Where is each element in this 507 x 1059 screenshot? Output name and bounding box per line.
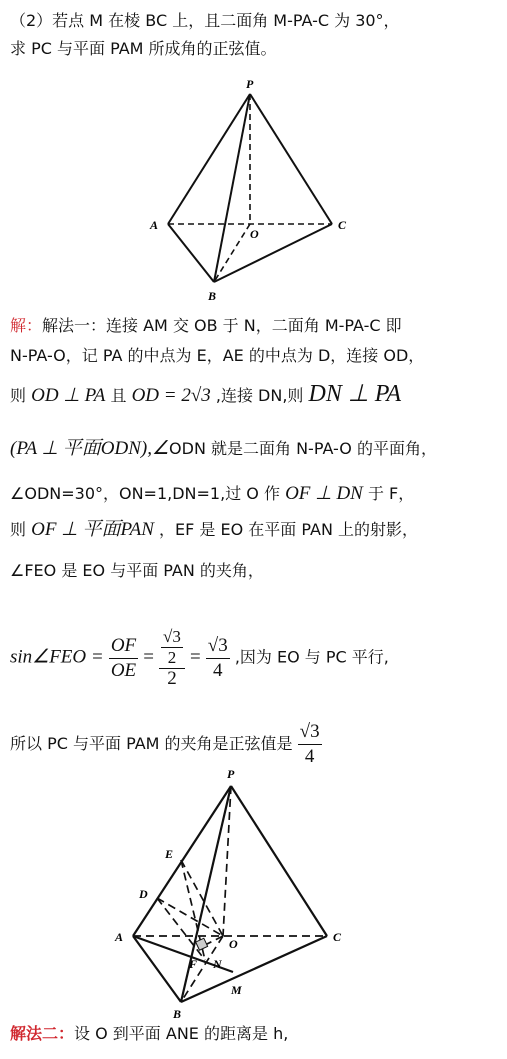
solution-line-4 <box>10 438 501 460</box>
l6-c: ，EF 是 EO 在平面 PAN 上的射影， <box>159 520 419 539</box>
label-p-2: P <box>227 767 235 781</box>
right-angle-marker <box>196 938 208 950</box>
solution-prefix: 解： <box>10 316 43 335</box>
l5-a: ∠ODN=30°，ON=1,DN=1,过 O 作 <box>10 484 280 503</box>
label-m: M <box>231 983 242 997</box>
label-b: B <box>208 289 217 303</box>
l4-text: ODN 就是二面角 N-PA-O 的平面角， <box>169 439 437 458</box>
l3-ze: 则 <box>10 386 27 405</box>
l3-od-value: OD = 2√3 <box>131 385 211 406</box>
problem-line-2: 求 PC 与平面 PAM 所成角的正弦值。 <box>10 39 277 58</box>
label-a-2: A <box>115 930 124 944</box>
method2-line <box>10 1023 501 1045</box>
l3-od-perp-pa: OD ⊥ PA <box>31 385 106 406</box>
label-c: C <box>338 218 347 232</box>
frac-answer-num: √3 <box>298 720 322 745</box>
solution-line-8 <box>10 597 501 687</box>
eq-2: = <box>189 646 201 668</box>
solution-line-3 <box>10 383 501 407</box>
frac-answer-den: 4 <box>304 746 315 767</box>
frac-2-inner: 2 <box>167 648 177 667</box>
method2-prefix: 解法二： <box>10 1024 75 1043</box>
solution-line-1-text: 解法一：连接 AM 交 OB 于 N，二面角 M-PA-C 即 <box>42 316 402 335</box>
sin-feo: sin∠FEO = <box>10 646 104 668</box>
frac-nested <box>159 627 185 689</box>
solution-line-1 <box>10 315 501 337</box>
l6-a: 则 <box>10 520 27 539</box>
label-n: N <box>213 957 222 971</box>
l3-qie: 且 <box>110 386 127 405</box>
eq-1: = <box>143 646 154 668</box>
l3-dn-perp-pa: DN ⊥ PA <box>308 381 402 407</box>
figure-tetrahedron-1 <box>140 72 360 312</box>
label-o-2: O <box>229 937 238 951</box>
l5-of-perp-dn: OF ⊥ DN <box>285 483 363 504</box>
label-e: E <box>165 847 174 861</box>
frac-2-outer: 2 <box>167 668 177 689</box>
label-f: F <box>189 957 198 971</box>
problem-line-1: （2）若点 M 在棱 BC 上，且二面角 M-PA-C 为 30°， <box>10 11 400 30</box>
edge-ab-2 <box>133 936 181 1002</box>
l8-tail: ,因为 EO 与 PC 平行, <box>234 647 389 667</box>
edge-pc <box>250 94 332 224</box>
solution-line-2: N-PA-O，记 PA 的中点为 E，AE 的中点为 D，连接 OD， <box>10 346 425 365</box>
l9-text: 所以 PC 与平面 PAM 的夹角是正弦值是 <box>10 734 293 753</box>
solution-line-6 <box>10 519 501 541</box>
edge-ab <box>168 224 214 282</box>
l4-formula: (PA ⊥ 平面ODN),∠ <box>10 438 170 459</box>
frac-of-oe <box>109 634 138 683</box>
frac-sqrt3-b: √3 <box>206 634 230 659</box>
frac-sqrt3: √3 <box>163 627 181 646</box>
frac-nested-top <box>159 627 185 669</box>
segment-po-dashed-2 <box>223 786 231 936</box>
l6-of-perp-plane: OF ⊥ 平面PAN <box>31 519 154 540</box>
label-o: O <box>250 227 259 241</box>
solution-line-9 <box>10 712 501 768</box>
frac-of: OF <box>109 634 138 659</box>
edge-pc-2 <box>231 786 327 936</box>
l3-connect: ,连接 DN,则 <box>215 386 304 405</box>
label-a: A <box>150 218 159 232</box>
label-p: P <box>246 77 254 91</box>
solution-line-7: ∠FEO 是 EO 与平面 PAN 的夹角， <box>10 561 264 580</box>
frac-sqrt3-over-4 <box>206 634 230 683</box>
label-c-2: C <box>333 930 342 944</box>
method2-text: 设 O 到平面 ANE 的距离是 h, <box>74 1024 289 1043</box>
label-d: D <box>139 887 148 901</box>
frac-4: 4 <box>213 659 223 681</box>
label-b-2: B <box>173 1007 182 1020</box>
l5-c: 于 F， <box>367 484 415 503</box>
figure-tetrahedron-2 <box>105 762 365 1020</box>
frac-oe: OE <box>110 659 137 681</box>
solution-line-5 <box>10 483 501 505</box>
frac-sqrt3-over-2 <box>161 627 183 668</box>
